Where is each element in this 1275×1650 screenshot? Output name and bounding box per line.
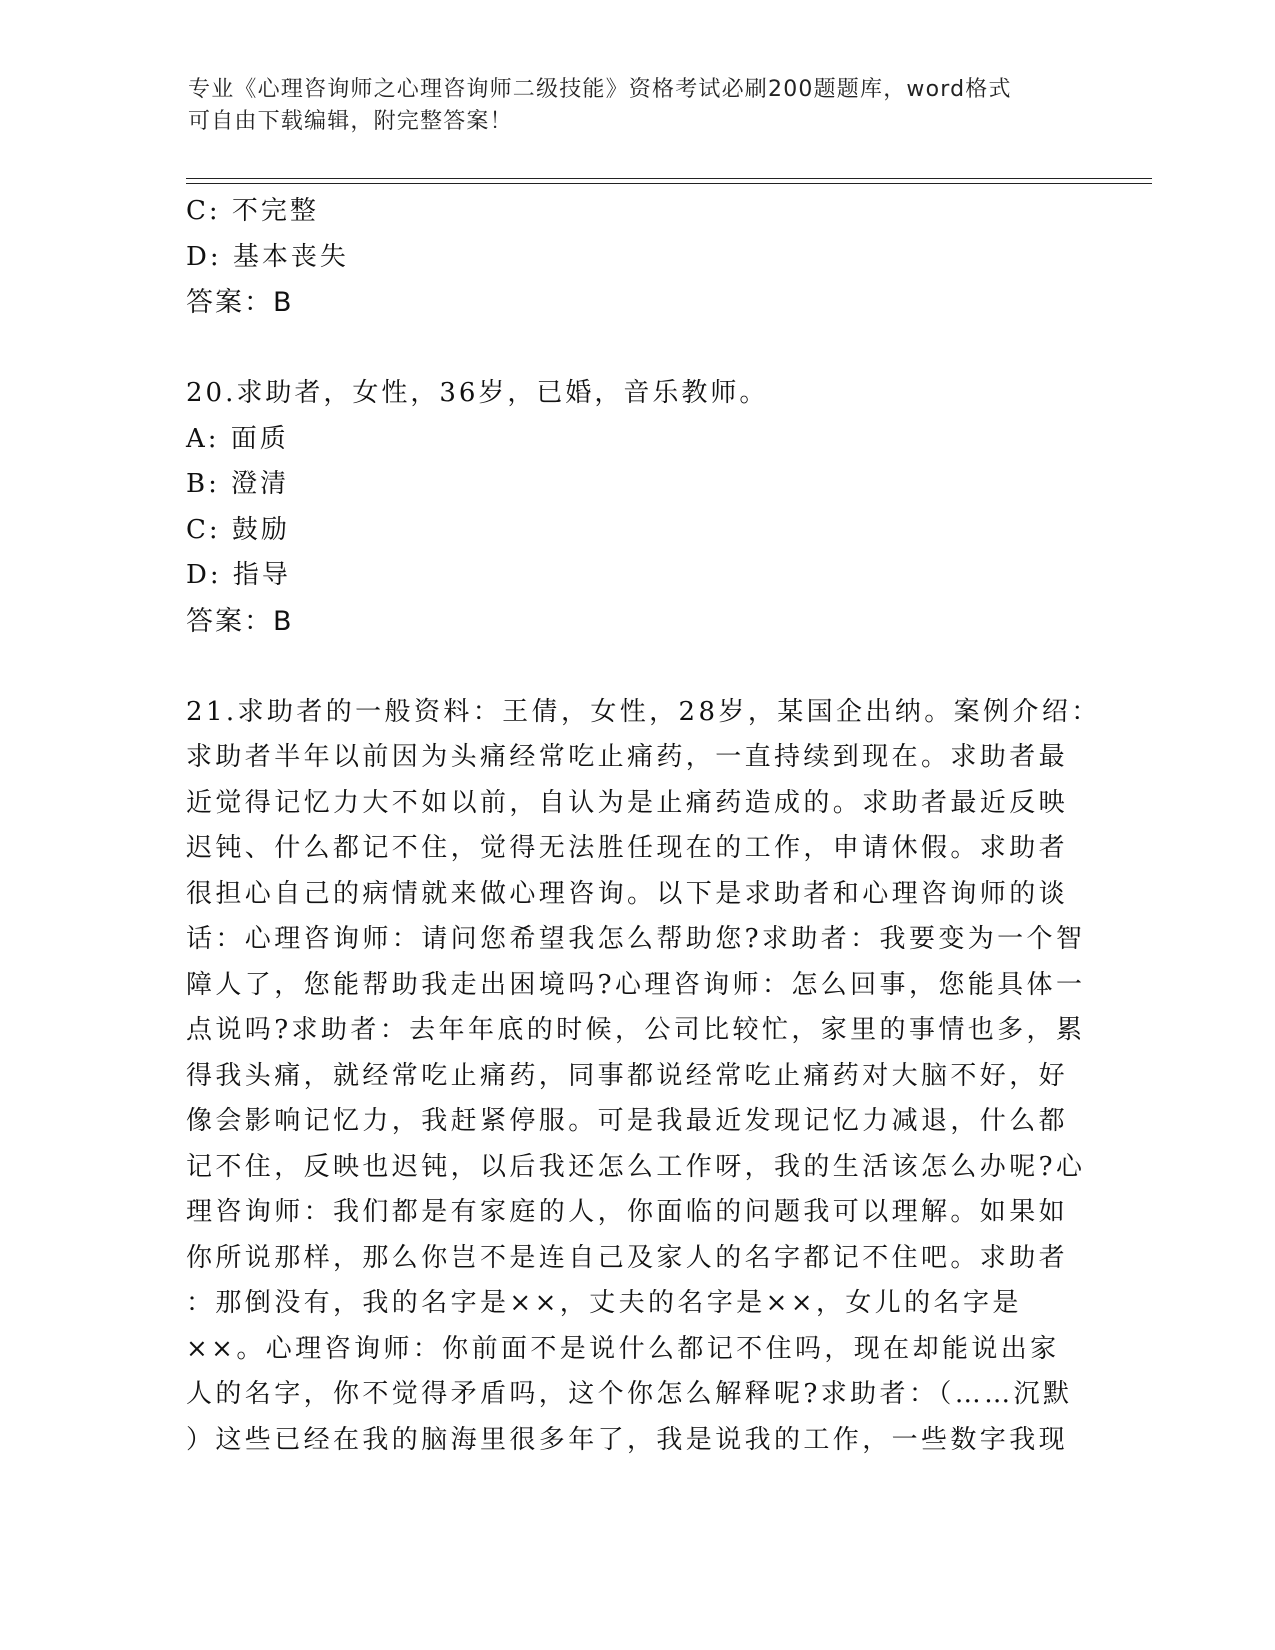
question-text-line: 像会影响记忆力，我赶紧停服。可是我最近发现记忆力减退，什么都	[186, 1106, 1069, 1136]
question-text-line: 话：心理咨询师：请问您希望我怎么帮助您?求助者：我要变为一个智	[186, 924, 1086, 954]
option-c: C: 鼓励	[186, 514, 290, 545]
header-title-line-1: 专业《心理咨询师之心理咨询师二级技能》资格考试必刷200题题库，word格式	[188, 77, 1012, 102]
option-a: A: 面质	[186, 423, 289, 454]
option-d: D: 基本丧失	[186, 241, 349, 272]
question-text-line: 得我头痛，就经常吃止痛药，同事都说经常吃止痛药对大脑不好，好	[186, 1060, 1069, 1091]
question-text-line: 记不住，反映也迟钝，以后我还怎么工作呀，我的生活该怎么办呢?心	[186, 1151, 1086, 1182]
question-text-line: 求助者半年以前因为头痛经常吃止痛药，一直持续到现在。求助者最	[186, 742, 1069, 772]
header-title-line-2: 可自由下载编辑，附完整答案！	[188, 109, 513, 134]
question-text-line: 障人了，您能帮助我走出困境吗?心理咨询师：怎么回事，您能具体一	[186, 969, 1086, 1000]
question-text-line: ××。心理咨询师：你前面不是说什么都记不住吗，现在却能说出家	[186, 1333, 1060, 1364]
spacer	[186, 644, 1086, 690]
question-text-line: 近觉得记忆力大不如以前，自认为是止痛药造成的。求助者最近反映	[186, 787, 1069, 818]
question-text-line: 点说吗?求助者：去年年底的时候，公司比较忙，家里的事情也多，累	[186, 1015, 1086, 1045]
question-21	[186, 690, 1101, 1464]
document-body	[186, 189, 1101, 1463]
question-text-line: 你所说那样，那么你岂不是连自己及家人的名字都记不住吧。求助者	[186, 1242, 1069, 1273]
option-c: C: 不完整	[186, 196, 319, 226]
spacer	[186, 326, 1086, 372]
header-divider-top	[186, 178, 1152, 179]
answer-line: 答案：B	[186, 287, 294, 318]
option-b: B: 澄清	[186, 469, 290, 499]
answer-line: 答案：B	[186, 605, 294, 637]
question-19-tail	[186, 189, 1086, 326]
header-divider-bottom	[186, 183, 1152, 184]
question-stem: 20.求助者，女性，36岁，已婚，音乐教师。	[186, 378, 769, 408]
question-text-line: 迟钝、什么都记不住，觉得无法胜任现在的工作，申请休假。求助者	[186, 833, 1069, 863]
question-text-line: ：那倒没有，我的名字是××，丈夫的名字是××，女儿的名字是	[186, 1288, 1022, 1318]
question-text-line: ）这些已经在我的脑海里很多年了，我是说我的工作，一些数字我现	[186, 1424, 1069, 1455]
question-text-line: 理咨询师：我们都是有家庭的人，你面临的问题我可以理解。如果如	[186, 1197, 1069, 1227]
question-text-line: 21.求助者的一般资料：王倩，女性，28岁，某国企出纳。案例介绍：	[186, 696, 1101, 727]
option-d: D: 指导	[186, 560, 291, 590]
question-20	[186, 371, 1086, 644]
question-text-line: 很担心自己的病情就来做心理咨询。以下是求助者和心理咨询师的谈	[186, 878, 1069, 909]
document-header	[188, 74, 1068, 138]
question-text-line: 人的名字，你不觉得矛盾吗，这个你怎么解释呢?求助者：（……沉默	[186, 1379, 1073, 1409]
